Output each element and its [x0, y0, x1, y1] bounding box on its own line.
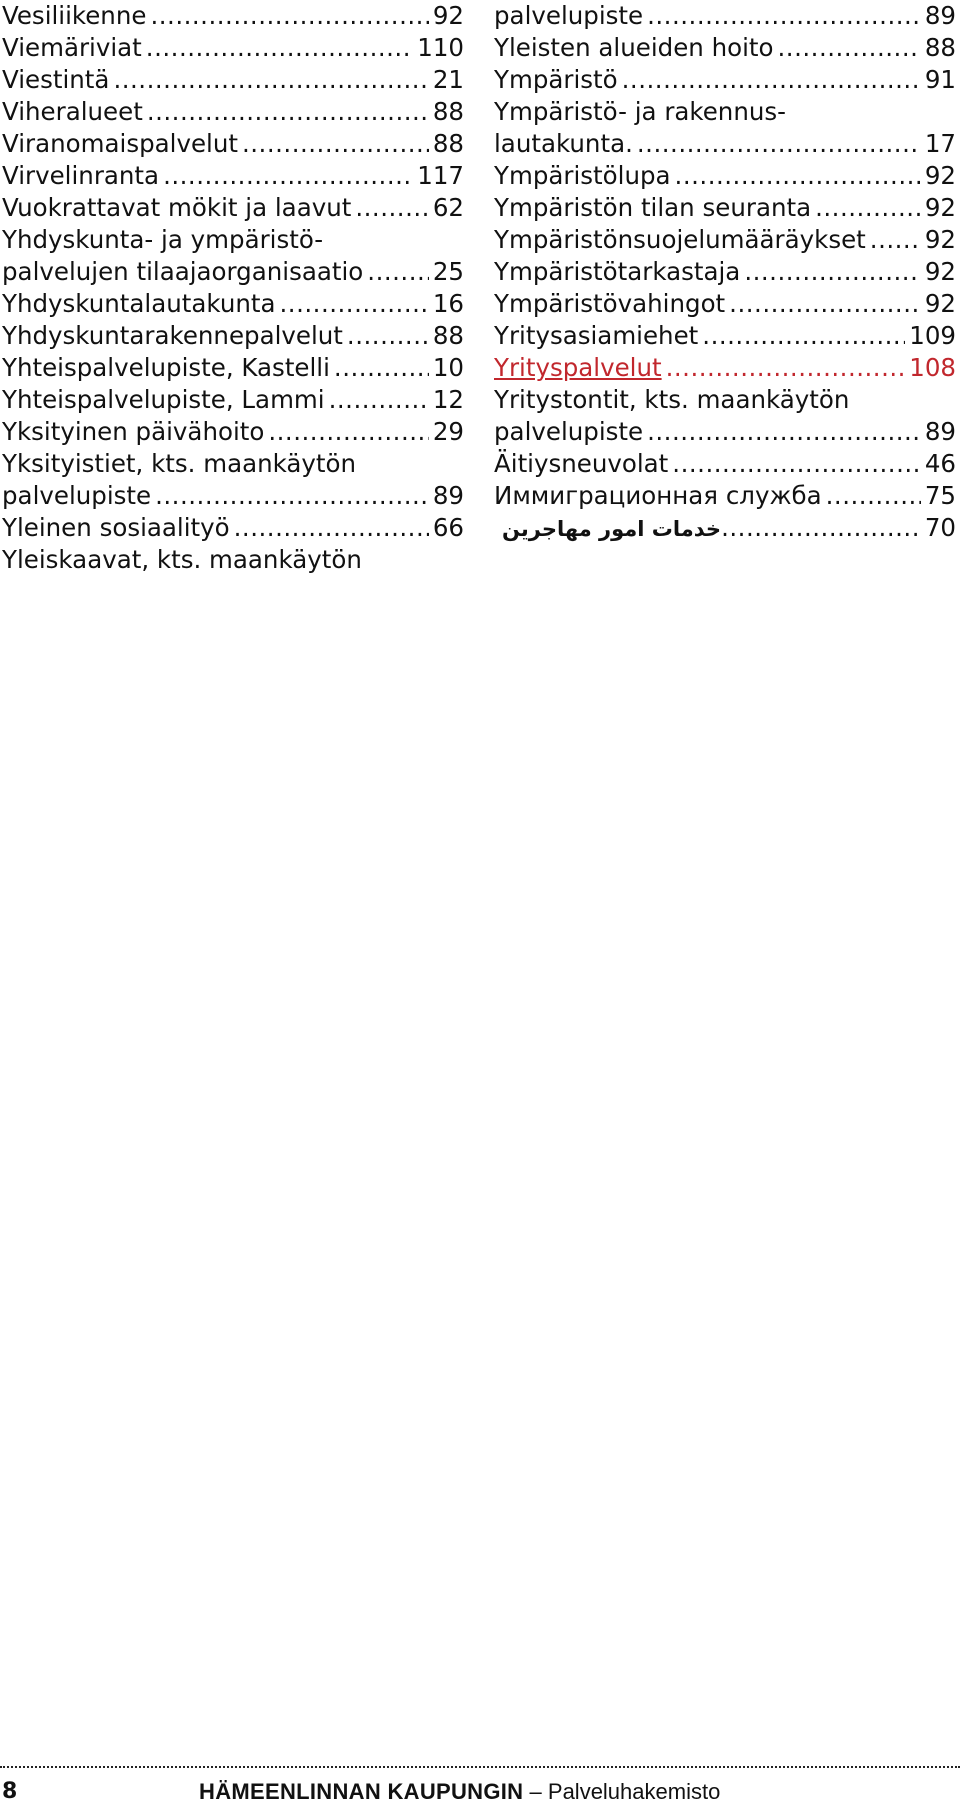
index-entry-text: Virvelinranta	[2, 161, 160, 190]
index-entry-page: 92	[924, 193, 956, 222]
dot-leader	[721, 512, 921, 544]
index-entry	[494, 384, 956, 416]
index-entry	[2, 32, 464, 64]
index-entry	[2, 0, 464, 32]
footer-dash: –	[529, 1779, 542, 1804]
index-entry-page: 92	[924, 289, 956, 318]
index-entry-page: 75	[924, 481, 956, 510]
index-entry	[494, 224, 956, 256]
dot-leader	[242, 128, 429, 160]
dot-leader	[234, 512, 429, 544]
dot-leader	[334, 352, 429, 384]
footer-title	[199, 1778, 720, 1806]
index-entry-text: Viheralueet	[2, 97, 143, 126]
index-entry	[494, 96, 956, 128]
index-entry	[2, 480, 464, 512]
index-entry	[2, 416, 464, 448]
index-entry-text: Yleiskaavat, kts. maankäytön	[2, 545, 362, 574]
index-entry-page: 117	[417, 161, 464, 190]
dot-leader	[155, 480, 429, 512]
index-entry	[2, 128, 464, 160]
index-entry	[2, 256, 464, 288]
index-column-left	[2, 0, 464, 576]
index-entry	[494, 288, 956, 320]
index-entry	[2, 448, 464, 480]
index-entry	[494, 160, 956, 192]
index-entry-text: Äitiysneuvolat	[494, 449, 669, 478]
index-entry-text: Yhdyskuntalautakunta	[2, 289, 276, 318]
dot-leader	[672, 448, 921, 480]
index-entry-page: 16	[432, 289, 464, 318]
index-entry-text: Ympäristötarkastaja	[494, 257, 741, 286]
footer-city: HÄMEENLINNAN KAUPUNGIN	[199, 1779, 524, 1804]
index-entry	[494, 352, 956, 384]
dot-leader	[146, 32, 413, 64]
index-entry-text: Иммиграционная служба	[494, 481, 822, 510]
index-entry-page: 92	[924, 225, 956, 254]
index-entry	[2, 352, 464, 384]
index-entry	[2, 288, 464, 320]
index-entry-text: lautakunta.	[494, 129, 633, 158]
index-entry-text: Yhteispalvelupiste, Kastelli	[2, 353, 330, 382]
dot-leader	[280, 288, 429, 320]
dot-leader	[367, 256, 429, 288]
index-entry-text: Yksityinen päivähoito	[2, 417, 265, 446]
index-entry	[2, 544, 464, 576]
index-entry-text: Ympäristö	[494, 65, 618, 94]
page-footer	[2, 1778, 960, 1806]
dot-leader	[647, 0, 921, 32]
index-entry-page: 88	[924, 33, 956, 62]
index-entry-page: 89	[924, 417, 956, 446]
index-entry-text: palvelupiste	[2, 481, 152, 510]
index-entry-text: Yhteispalvelupiste, Lammi	[2, 385, 325, 414]
index-entry-text: Ympäristön tilan seuranta	[494, 193, 812, 222]
dot-leader	[675, 160, 921, 192]
index-entry-page: 21	[432, 65, 464, 94]
dot-leader	[744, 256, 921, 288]
dot-leader	[329, 384, 429, 416]
index-entry-page: 110	[417, 33, 464, 62]
index-entry-page: 88	[432, 129, 464, 158]
dot-leader	[622, 64, 921, 96]
index-entry-text: Yhdyskunta- ja ympäristö-	[2, 225, 324, 254]
index-entry-text: Viranomaispalvelut	[2, 129, 238, 158]
index-entry-text: Yritystontit, kts. maankäytön	[494, 385, 850, 414]
index-entry	[494, 448, 956, 480]
index-entry-page: 109	[909, 321, 956, 350]
index-entry-page: 108	[909, 353, 956, 382]
dot-leader	[147, 96, 429, 128]
index-entry-text: خدمات امور مهاجرين	[502, 517, 722, 541]
index-entry-text: Yleinen sosiaalityö	[2, 513, 230, 542]
index-entry-page: 92	[924, 257, 956, 286]
index-entry-page: 66	[432, 513, 464, 542]
index-entry-page: 25	[432, 257, 464, 286]
dot-leader	[729, 288, 921, 320]
index-entry	[494, 128, 956, 160]
dot-leader	[666, 352, 906, 384]
dot-leader	[826, 480, 921, 512]
dot-leader	[268, 416, 428, 448]
index-entry	[2, 512, 464, 544]
index-entry-page: 70	[924, 513, 956, 542]
dot-leader	[150, 0, 428, 32]
index-entry-text: Vesiliikenne	[2, 1, 147, 30]
index-entry-page: 92	[924, 161, 956, 190]
index-entry-page: 91	[924, 65, 956, 94]
index-entry-page: 17	[924, 129, 956, 158]
dot-leader	[637, 128, 921, 160]
index-entry-page: 12	[432, 385, 464, 414]
index-entry	[2, 64, 464, 96]
index-entry	[494, 0, 956, 32]
index-entry-text: Ympäristölupa	[494, 161, 671, 190]
dot-leader	[113, 64, 428, 96]
index-entry-text: Ympäristönsuojelumääräykset	[494, 225, 866, 254]
index-entry-text: Vuokrattavat mökit ja laavut	[2, 193, 352, 222]
index-entry-text: Yleisten alueiden hoito	[494, 33, 774, 62]
index-entry	[494, 32, 956, 64]
dot-leader	[870, 224, 921, 256]
index-entry-text: palvelujen tilaajaorganisaatio	[2, 257, 364, 286]
index-entry	[2, 384, 464, 416]
index-entry-page: 88	[432, 321, 464, 350]
index-entry	[494, 256, 956, 288]
dot-leader	[778, 32, 921, 64]
index-entry	[494, 480, 956, 512]
index-entry-page: 88	[432, 97, 464, 126]
index-entry-text: Yhdyskuntarakennepalvelut	[2, 321, 343, 350]
dot-leader	[355, 192, 428, 224]
dot-leader	[815, 192, 921, 224]
index-column-right	[494, 0, 956, 544]
dot-leader	[163, 160, 413, 192]
index-entry	[2, 160, 464, 192]
index-entry-page: 89	[924, 1, 956, 30]
dot-leader	[702, 320, 905, 352]
index-entry	[494, 192, 956, 224]
index-entry-text: Yritysasiamiehet	[494, 321, 699, 350]
dot-leader	[647, 416, 921, 448]
index-entry-page: 62	[432, 193, 464, 222]
footer-dotted-rule	[0, 1766, 960, 1770]
index-entry	[2, 192, 464, 224]
page-number: 8	[2, 1779, 18, 1804]
index-entry-text: Viestintä	[2, 65, 110, 94]
index-entry-page: 29	[432, 417, 464, 446]
index-entry	[2, 320, 464, 352]
index-entry-page: 92	[432, 1, 464, 30]
index-entry-text: Ympäristövahingot	[494, 289, 726, 318]
index-entry-text: Ympäristö- ja rakennus-	[494, 97, 786, 126]
index-entry-page: 89	[432, 481, 464, 510]
index-entry-text: palvelupiste	[494, 417, 644, 446]
index-entry	[494, 320, 956, 352]
index-entry-page: 46	[924, 449, 956, 478]
dot-leader	[347, 320, 429, 352]
index-entry-page: 10	[432, 353, 464, 382]
index-entry-text: palvelupiste	[494, 1, 644, 30]
index-entry	[2, 96, 464, 128]
index-entry	[494, 416, 956, 448]
index-entry-text: Yksityistiet, kts. maankäytön	[2, 449, 357, 478]
index-entry-text: Viemäriviat	[2, 33, 142, 62]
footer-publication: Palveluhakemisto	[547, 1779, 721, 1804]
index-entry	[494, 512, 956, 544]
index-entry	[2, 224, 464, 256]
index-entry-text: Yrityspalvelut	[494, 353, 662, 382]
index-entry	[494, 64, 956, 96]
